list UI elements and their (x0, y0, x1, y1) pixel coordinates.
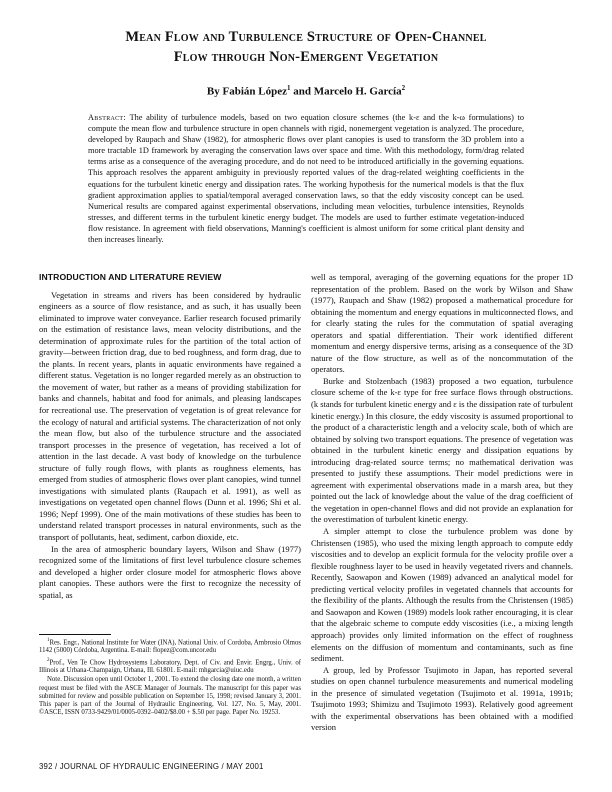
paper-title-line-1: Mean Flow and Turbulence Structure of Open-Channel (125, 29, 487, 45)
right-paragraph-1: well as temporal, averaging of the governing equations for the proper 1D representation of the problem. Based on the work by Wilson and Shaw (1977), Raupach and Shaw (1982) proposed a mathematical procedure for obtaining the momentum and energy equations in multiconnected flows, and for clearly stating the rules for the commutation of spatial averaging operators and spatial differentiation. Their work identified different momentum and energy dispersive terms, arising as a consequence of the 3D nature of the flow structure, as well as of the noncommutation of the operators. (311, 272, 573, 375)
right-paragraph-2: Burke and Stolzenbach (1983) proposed a two equation, turbulence closure scheme of the k-ε type for free surface flows through obstructions. (k stands for turbulent kinetic energy and ε is the dissipation rate of turbulent kinetic energy.) In this closure, the eddy viscosity is assumed proportional to the product of a characteristic length and a velocity scale, both of which are obtained by solving two transport equations. The presence of vegetation was obtained in the turbulent kinetic energy and dissipation equations by introducing drag-related source terms; no mathematical derivation was presented to justify these assumptions. Their model predictions were in agreement with experimental observations made in a marsh area, but they pointed out the lack of knowledge about the value of the drag coefficient of the vegetation in open-channel flows and did not provide an explanation for the overestimation of turbulent kinetic energy. (311, 375, 573, 525)
author-1-footnote-mark: 1 (286, 84, 291, 92)
footnote-1-mark: 1 (47, 638, 50, 643)
footnote-2 (39, 657, 301, 676)
by-word: By (206, 85, 220, 98)
left-column (39, 272, 301, 601)
footnote-1 (39, 637, 301, 656)
footnote-1-text: Res. Engr., National Institute for Water (INA), National Univ. of Cordoba, Ambrosio Olmos 1142 (5000) Córdoba, Argentina. E-mail: flopez@com.uncor.edu (39, 639, 301, 655)
right-column (311, 272, 573, 734)
running-footer: 392 / JOURNAL OF HYDRAULIC ENGINEERING / MAY 2001 (39, 762, 264, 771)
abstract-text: The ability of turbulence models, based on two equation closure schemes (the k-ε and the k-ω formulations) to compute the mean flow and turbulence structure in open channels with rigid, nonemergent vegetation is analyzed. The procedure, developed by Raupach and Shaw (1982), for atmospheric flows over plant canopies is used to transform the 3D problem into a more tractable 1D framework by averaging the conservation laws over space and time. With this methodology, form/drag related terms arise as a consequence of the averaging procedure, and do not need to be introduced artificially in the governing equations. This approach resolves the apparent ambiguity in previously reported values of the drag-related weighting coefficients in the equations for the turbulent kinetic energy and dissipation rates. The working hypothesis for the numerical models is that the flux gradient approximation applies to spatial/temporal averaged conservation laws, so that the eddy viscosity concept can be used. Numerical results are compared against experimental observations, including mean velocities, turbulence intensities, Reynolds stresses, and different terms in the turbulent kinetic energy budget. The models are used to further estimate vegetation-induced flow resistance. In agreement with field observations, Manning's coefficient is almost uniform for some critical plant density and then increases linearly. (88, 113, 524, 245)
author-2: Marcelo H. García (313, 85, 402, 98)
right-paragraph-4: A group, led by Professor Tsujimoto in Japan, has reported several studies on open channel turbulence measurements and numerical modeling in the presence of simulated vegetation (Tsujimoto et al. 1991a, 1991b; Tsujimoto 1993; Shimizu and Tsujimoto 1993). Relatively good agreement with the experimental observations has been obtained with a modified version (311, 664, 573, 733)
paper-title (40, 27, 572, 67)
discussion-note: Note. Discussion open until October 1, 2001. To extend the closing date one month, a written request must be filed with the ASCE Manager of Journals. The manuscript for this paper was submitted for review and possible publication on September 15, 1998; revised January 3, 2001. This paper is part of the Journal of Hydraulic Engineering, Vol. 127, No. 5, May, 2001. ©ASCE, ISSN 0733-9429/01/0005-0392–0402/$8.00 + $.50 per page. Paper No. 19253. (39, 676, 301, 717)
author-2-footnote-mark: 2 (401, 84, 406, 92)
left-paragraph-1: Vegetation in streams and rivers has been considered by hydraulic engineers as a source of flow resistance, and as such, it has usually been eliminated to improve water conveyance. Earlier research focused primarily on the estimation of resistance laws, mean velocity distributions, and the determination of approximate rules for the partition of the total action of gravity—between friction drag, due to bed roughness, and form drag, due to the plants. In recent years, plants in aquatic environments have regained a different status. Vegetation is no longer regarded merely as an obstruction to the movement of water, but rather as a means of providing stabilization for banks and channels, habitat and food for animals, and pleasing landscapes for recreational use. The preservation of vegetation is of great relevance for the ecology of natural and artificial systems. The characterization of not only the mean flow, but also of the turbulence structure and the associated transport processes in the presence of vegetation, has received a lot of attention in the last decade. A vast body of knowledge on the turbulence structure of fully rough flows, with plants as roughness elements, has emerged from studies of atmospheric flows over plant canopies, wind tunnel investigations with simulated plants (Raupach et al. 1991), as well as investigations on vegetated open channel flows (Dunn et al. 1996; Shi et al. 1996; Nepf 1999). One of the main motivations of these studies has been to understand related transport processes in natural environments, such as the transport of pollutants, heat, sediment, carbon dioxide, etc. (39, 289, 301, 543)
footnotes (39, 637, 301, 718)
left-paragraph-2: In the area of atmospheric boundary layers, Wilson and Shaw (1977) recognized some of the limitations of first level turbulence closure schemes and developed a higher order closure model for atmospheric flows above plant canopies. These authors were the first to recognize the necessity of spatial, as (39, 543, 301, 600)
footnote-2-mark: 2 (47, 657, 50, 663)
author-line (40, 84, 572, 98)
paper-title-line-2: Flow through Non-Emergent Vegetation (173, 49, 439, 65)
abstract (88, 112, 524, 245)
abstract-label: Abstract: (88, 113, 127, 122)
footnote-2-text: Prof., Ven Te Chow Hydrosystems Laboratory, Dept. of Civ. and Envir. Engrg., Univ. of Illinois at Urbana-Champaign, Urbana, Ill. 61801. E-mail: mhgarcia@uiuc.edu (39, 658, 301, 675)
section-heading: INTRODUCTION AND LITERATURE REVIEW (39, 272, 222, 282)
and-word: and (293, 85, 311, 98)
author-1: Fabián López (222, 85, 287, 98)
right-paragraph-3: A simpler attempt to close the turbulence problem was done by Christensen (1985), who used the mixing length approach to compute eddy viscosities and to develop an explicit formula for the velocity profile over a flexible roughness layer to be used in heavily vegetated rivers and channels. Recently, Saowapon and Kowen (1989) advanced an analytical model for predicting vertical velocity profiles in vegetated channels that accounts for the flexibility of the plants. Although the results from the Christensen (1985) and Saowapon and Kowen (1989) models look rather encouraging, it is clear that the algebraic scheme to compute eddy viscosities (i.e., a mixing length approach) provides only limited information on the effect of roughness elements on the diffusion of momentum and contaminants, such as fine sediment. (311, 526, 573, 664)
footnote-rule (39, 634, 111, 635)
